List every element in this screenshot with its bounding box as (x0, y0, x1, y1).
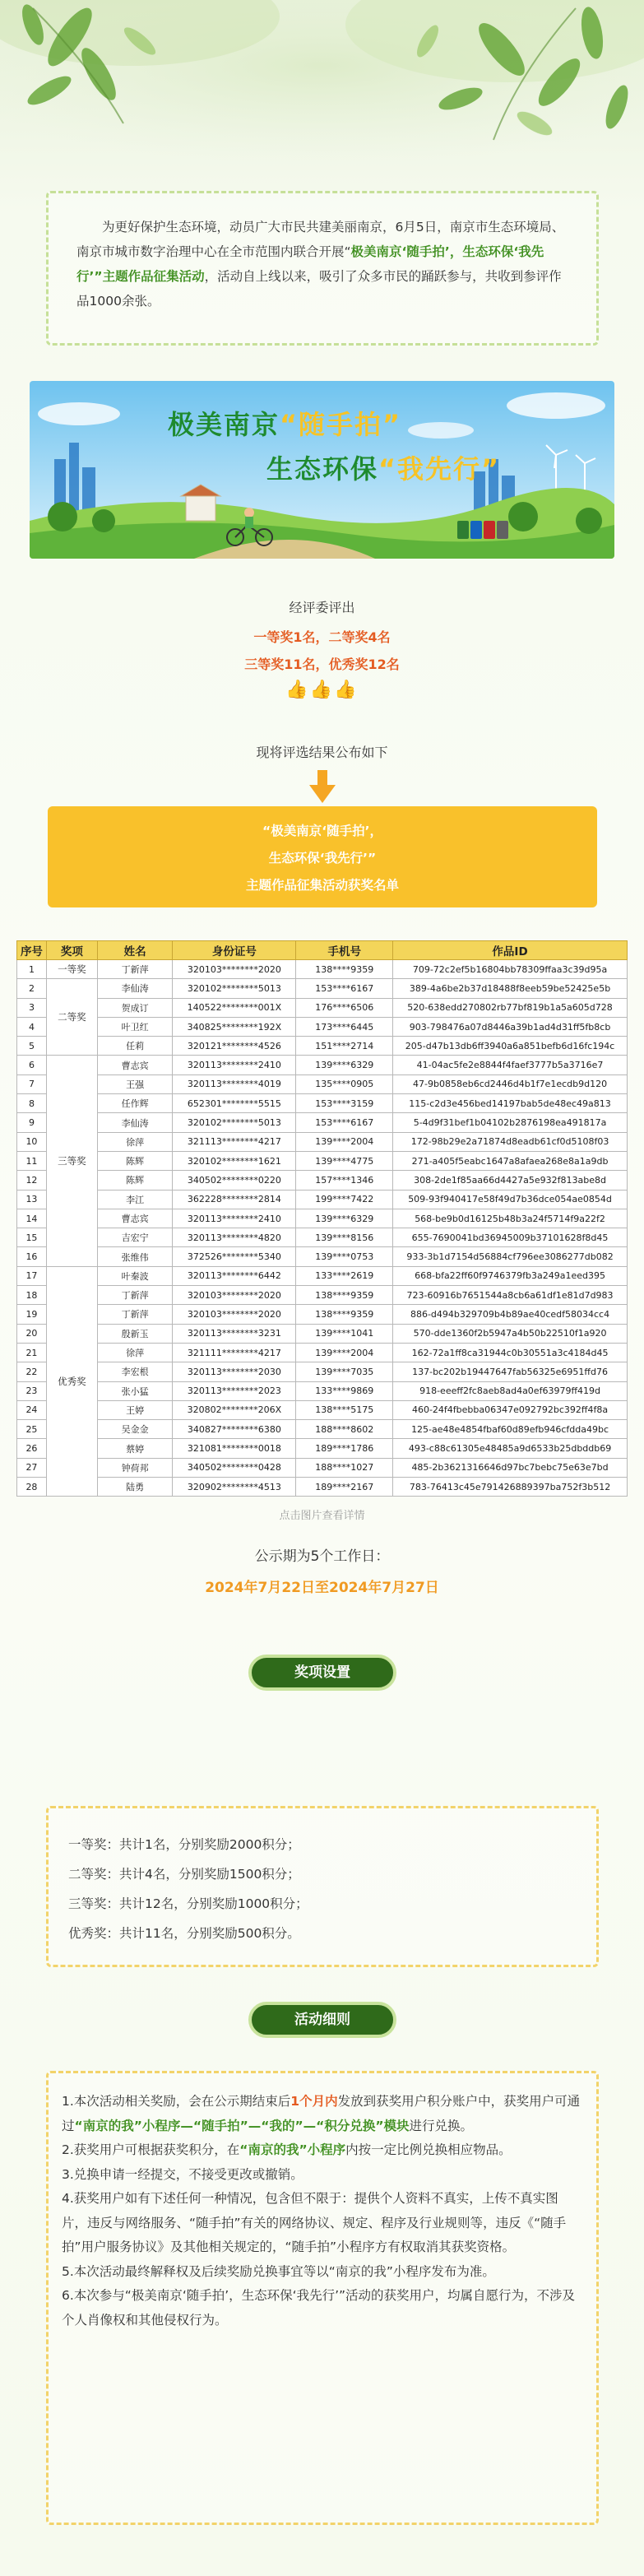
cell-id-number: 320121********4526 (173, 1037, 296, 1056)
cell-id-number: 321081********0018 (173, 1439, 296, 1458)
thumbs-up-icon: 👍👍👍 (285, 680, 359, 700)
cell-id-number: 320103********2020 (173, 960, 296, 979)
header-index: 序号 (17, 941, 47, 960)
cell-index: 25 (17, 1420, 47, 1439)
cell-index: 27 (17, 1458, 47, 1477)
winners-table-body (17, 960, 628, 1497)
table-row (17, 1209, 628, 1228)
cell-index: 28 (17, 1478, 47, 1497)
table-row (17, 1171, 628, 1190)
header-work-id: 作品ID (393, 941, 628, 960)
cell-id-number: 320113********3231 (173, 1324, 296, 1343)
cell-work-id: 933-3b1d7154d56884cf796ee3086277db082 (393, 1247, 628, 1266)
cell-id-number: 321113********4217 (173, 1132, 296, 1151)
prize-item-4: 优秀奖：共计11名，分别奖励500积分。 (68, 1926, 300, 1941)
table-header-row (17, 941, 628, 960)
cell-work-id: 570-dde1360f2b5947a4b50b22510f1a920 (393, 1324, 628, 1343)
cell-work-id: 783-76413c45e791426889397ba752f3b512 (393, 1478, 628, 1497)
event-banner[interactable] (30, 381, 614, 559)
cell-phone: 138****9359 (296, 960, 393, 979)
cell-index: 21 (17, 1343, 47, 1362)
cell-work-id: 509-93f940417e58f49d7b36dce054ae0854d (393, 1190, 628, 1209)
cell-phone: 133****2619 (296, 1266, 393, 1285)
cell-index: 26 (17, 1439, 47, 1458)
cell-award: 三等奖 (46, 1056, 97, 1266)
cell-index: 6 (17, 1056, 47, 1074)
rule-6: 6.本次参与“极美南京‘随手拍’，生态环保‘我先行’”活动的获奖用户，均属自愿行为，不涉及个人肖像权和其他侵权行为。 (62, 2288, 576, 2328)
cell-index: 15 (17, 1228, 47, 1247)
cell-name: 丁新萍 (97, 1286, 173, 1305)
cell-id-number: 321111********4217 (173, 1343, 296, 1362)
cell-id-number: 320802********206X (173, 1400, 296, 1419)
rules-box (46, 2071, 599, 2525)
cell-work-id: 47-9b0858eb6cd2446d4b1f7e1ecdb9d120 (393, 1074, 628, 1093)
cell-index: 24 (17, 1400, 47, 1419)
cell-name: 李宏根 (97, 1362, 173, 1381)
table-row (17, 1324, 628, 1343)
cell-work-id: 568-be9b0d16125b48b3a24f5714f9a22f2 (393, 1209, 628, 1228)
cell-phone: 199****7422 (296, 1190, 393, 1209)
cell-index: 19 (17, 1305, 47, 1324)
cell-phone: 153****6167 (296, 979, 393, 998)
cell-name: 陈辉 (97, 1171, 173, 1190)
cell-id-number: 340827********6380 (173, 1420, 296, 1439)
cell-phone: 189****1786 (296, 1439, 393, 1458)
cell-id-number: 362228********2814 (173, 1190, 296, 1209)
rule-1: 1.本次活动相关奖励，会在公示期结束后1个月内发放到获奖用户积分账户中，获奖用户可通过“南京的我”小程序—“随手拍”—“我的”—“积分兑换”模块进行兑换。 (62, 2094, 581, 2133)
header-id-number: 身份证号 (173, 941, 296, 960)
cell-index: 4 (17, 1017, 47, 1036)
cell-work-id: 115-c2d3e456bed14197bab5de48ec49a813 (393, 1094, 628, 1113)
arrow-down-icon (309, 770, 336, 803)
judging-line: 经评委评出 (289, 600, 355, 615)
cell-id-number: 320113********2410 (173, 1056, 296, 1074)
cell-work-id: 125-ae48e4854fbaf60d89efb946cfdda49bc (393, 1420, 628, 1439)
cell-work-id: 668-bfa22ff60f9746379fb3a249a1eed395 (393, 1266, 628, 1285)
cell-award: 优秀奖 (46, 1266, 97, 1497)
cell-phone: 139****8156 (296, 1228, 393, 1247)
winners-table[interactable] (16, 940, 628, 1497)
cell-id-number: 340825********192X (173, 1017, 296, 1036)
cell-name: 吉宏宁 (97, 1228, 173, 1247)
cell-id-number: 320102********1621 (173, 1151, 296, 1170)
table-row (17, 1478, 628, 1497)
announce-line: 现将评选结果公布如下 (256, 745, 388, 760)
cell-work-id: 886-d494b329709b4b89ae40cedf58034cc4 (393, 1305, 628, 1324)
cell-phone: 188****1027 (296, 1458, 393, 1477)
cell-index: 14 (17, 1209, 47, 1228)
cell-index: 13 (17, 1190, 47, 1209)
cell-phone: 139****6329 (296, 1056, 393, 1074)
cell-id-number: 320102********5013 (173, 1113, 296, 1132)
cell-name: 任莉 (97, 1037, 173, 1056)
title-box-line3: 主题作品征集活动获奖名单 (245, 878, 399, 893)
cell-index: 10 (17, 1132, 47, 1151)
cell-phone: 173****6445 (296, 1017, 393, 1036)
cell-name: 张维伟 (97, 1247, 173, 1266)
cell-index: 11 (17, 1151, 47, 1170)
cell-name: 王婷 (97, 1400, 173, 1419)
cell-index: 8 (17, 1094, 47, 1113)
cell-index: 5 (17, 1037, 47, 1056)
title-box (48, 806, 597, 907)
cell-id-number: 140522********001X (173, 998, 296, 1017)
cell-index: 16 (17, 1247, 47, 1266)
table-row (17, 1151, 628, 1170)
awards-line-2: 三等奖11名，优秀奖12名 (244, 657, 400, 672)
cell-name: 陈辉 (97, 1151, 173, 1170)
cell-work-id: 162-72a1ff8ca31944c0b30551a3c4184d45 (393, 1343, 628, 1362)
cell-work-id: 308-2de1f85aa66d4427a5e932f813abe8d (393, 1171, 628, 1190)
cell-phone: 188****8602 (296, 1420, 393, 1439)
cell-name: 贺成订 (97, 998, 173, 1017)
cell-phone: 153****3159 (296, 1094, 393, 1113)
cell-index: 2 (17, 979, 47, 998)
cell-name: 丁新萍 (97, 960, 173, 979)
cell-id-number: 320113********4820 (173, 1228, 296, 1247)
cell-phone: 138****9359 (296, 1305, 393, 1324)
table-row (17, 1400, 628, 1419)
table-row (17, 1074, 628, 1093)
cell-award: 一等奖 (46, 960, 97, 979)
cell-work-id: 709-72c2ef5b16804bb78309ffaa3c39d95a (393, 960, 628, 979)
cell-work-id: 918-eeeff2fc8aeb8ad4a0ef63979ff419d (393, 1381, 628, 1400)
table-row (17, 1420, 628, 1439)
cell-id-number: 320103********2020 (173, 1305, 296, 1324)
table-row (17, 1190, 628, 1209)
cell-work-id: 903-798476a07d8446a39b1ad4d31ff5fb8cb (393, 1017, 628, 1036)
cell-work-id: 389-4a6be2b37d18488f8eeb59be52425e5b (393, 979, 628, 998)
cell-work-id: 41-04ac5fe2e8844f4faef3777b5a3716e7 (393, 1056, 628, 1074)
header-award: 奖项 (46, 941, 97, 960)
title-box-line2: 生态环保‘我先行’” (268, 851, 377, 866)
rule-4: 4.获奖用户如有下述任何一种情况，包含但不限于：提供个人资料不真实，上传不真实图片，违反与网络服务、“随手拍”有关的网络协议、规定、程序及行业规则等，违反《“随手拍”用户服务协议》及其他相关规定的，“随手拍”小程序方有权取消其获奖资格。 (62, 2191, 567, 2254)
prizes-box (46, 1806, 599, 1967)
header-phone: 手机号 (296, 941, 393, 960)
intro-text: 为更好保护生态环境，动员广大市民共建美丽南京，6月5日，南京市生态环境局、南京市城市数字治理中心在全市范围内联合开展“极美南京‘随手拍’，生态环保‘我先行’”主题作品征集活动，活动自上线以来，吸引了众多市民的踊跃参与，共收到参评作品1000余张。 (76, 220, 565, 309)
cell-work-id: 655-7690041bd36945009b37101628f8d45 (393, 1228, 628, 1247)
table-row (17, 1037, 628, 1056)
cell-name: 徐萍 (97, 1132, 173, 1151)
cell-id-number: 320113********6442 (173, 1266, 296, 1285)
cell-award: 二等奖 (46, 979, 97, 1056)
cell-id-number: 320113********2410 (173, 1209, 296, 1228)
cell-phone: 139****2004 (296, 1132, 393, 1151)
prizes-title-pill: 奖项设置 (248, 1655, 396, 1691)
cell-phone: 153****6167 (296, 1113, 393, 1132)
cell-id-number: 372526********5340 (173, 1247, 296, 1266)
intro-highlight: 极美南京‘随手拍’，生态环保‘我先行’”主题作品征集活动 (76, 244, 544, 284)
cell-index: 18 (17, 1286, 47, 1305)
table-row (17, 1439, 628, 1458)
table-row (17, 1343, 628, 1362)
cell-id-number: 320113********4019 (173, 1074, 296, 1093)
cell-id-number: 340502********0428 (173, 1458, 296, 1477)
banner-title-line2: 生态环保“我先行” (266, 453, 501, 485)
table-row (17, 1458, 628, 1477)
cell-name: 陆勇 (97, 1478, 173, 1497)
cell-name: 钟荷邦 (97, 1458, 173, 1477)
table-row (17, 1305, 628, 1324)
cell-id-number: 320902********4513 (173, 1478, 296, 1497)
cell-id-number: 320102********5013 (173, 979, 296, 998)
cell-work-id: 172-98b29e2a71874d8eadb61cf0d5108f03 (393, 1132, 628, 1151)
table-row (17, 979, 628, 998)
cell-name: 李江 (97, 1190, 173, 1209)
cell-phone: 139****6329 (296, 1209, 393, 1228)
cell-name: 曹志宾 (97, 1056, 173, 1074)
cell-work-id: 137-bc202b19447647fab56325e6951ffd76 (393, 1362, 628, 1381)
cell-phone: 151****2714 (296, 1037, 393, 1056)
cell-id-number: 652301********5515 (173, 1094, 296, 1113)
cell-name: 李仙涛 (97, 979, 173, 998)
table-row (17, 1266, 628, 1285)
cell-work-id: 205-d47b13db6ff3940a6a851befb6d16fc194c (393, 1037, 628, 1056)
table-row (17, 1381, 628, 1400)
cell-name: 曹志宾 (97, 1209, 173, 1228)
cell-phone: 176****6506 (296, 998, 393, 1017)
cell-name: 吴金金 (97, 1420, 173, 1439)
cell-phone: 133****9869 (296, 1381, 393, 1400)
cell-name: 叶秦波 (97, 1266, 173, 1285)
cell-work-id: 485-2b3621316646d97bc7bebc75e63e7bd (393, 1458, 628, 1477)
table-row (17, 960, 628, 979)
table-row (17, 1247, 628, 1266)
cell-phone: 157****1346 (296, 1171, 393, 1190)
table-row (17, 1362, 628, 1381)
banner-title-line1: 极美南京“随手拍” (168, 409, 402, 440)
prize-item-3: 三等奖：共计12名，分别奖励1000积分； (68, 1896, 308, 1911)
leaf-decoration (0, 0, 644, 165)
cell-work-id: 493-c88c61305e48485a9d6533b25dbddb69 (393, 1439, 628, 1458)
cell-index: 12 (17, 1171, 47, 1190)
prize-item-1: 一等奖：共计1名，分别奖励2000积分； (68, 1837, 300, 1852)
cell-work-id: 723-60916b7651544a8cb6a61df1e81d7d983 (393, 1286, 628, 1305)
cell-id-number: 340502********0220 (173, 1171, 296, 1190)
title-box-line1: “极美南京‘随手拍’， (262, 824, 382, 838)
cell-work-id: 520-638edd270802rb77bf819b1a5a605d728 (393, 998, 628, 1017)
table-row (17, 1132, 628, 1151)
table-row (17, 1113, 628, 1132)
intro-box (46, 191, 599, 346)
cell-phone: 139****0753 (296, 1247, 393, 1266)
table-row (17, 1017, 628, 1036)
rule-2: 2.获奖用户可根据获奖积分，在“南京的我”小程序内按一定比例兑换相应物品。 (62, 2142, 512, 2157)
publicity-line: 公示期为5个工作日： (254, 1548, 390, 1565)
cell-name: 张小猛 (97, 1381, 173, 1400)
cell-phone: 139****4775 (296, 1151, 393, 1170)
table-row (17, 1286, 628, 1305)
cell-phone: 189****2167 (296, 1478, 393, 1497)
cell-index: 9 (17, 1113, 47, 1132)
cell-name: 蔡婷 (97, 1439, 173, 1458)
cell-name: 叶卫红 (97, 1017, 173, 1036)
cell-phone: 139****1041 (296, 1324, 393, 1343)
cell-index: 3 (17, 998, 47, 1017)
cell-index: 22 (17, 1362, 47, 1381)
cell-work-id: 5-4d9f31bef1b04102b2876198ea491817a (393, 1113, 628, 1132)
publicity-dates: 2024年7月22日至2024年7月27日 (205, 1580, 439, 1596)
image-caption: 点击图片查看详情 (279, 1510, 365, 1522)
header-name: 姓名 (97, 941, 173, 960)
cell-name: 殷新玉 (97, 1324, 173, 1343)
rule-5: 5.本次活动最终解释权及后续奖励兑换事宜等以“南京的我”小程序发布为准。 (62, 2263, 495, 2279)
cell-index: 17 (17, 1266, 47, 1285)
cell-id-number: 320113********2030 (173, 1362, 296, 1381)
cell-id-number: 320113********2023 (173, 1381, 296, 1400)
table-row (17, 998, 628, 1017)
cell-name: 王强 (97, 1074, 173, 1093)
cell-phone: 139****7035 (296, 1362, 393, 1381)
table-row (17, 1094, 628, 1113)
cell-phone: 138****9359 (296, 1286, 393, 1305)
cell-index: 20 (17, 1324, 47, 1343)
cell-index: 23 (17, 1381, 47, 1400)
cell-work-id: 271-a405f5eabc1647a8afaea268e8a1a9db (393, 1151, 628, 1170)
cell-index: 1 (17, 960, 47, 979)
cell-phone: 138****5175 (296, 1400, 393, 1419)
cell-name: 徐萍 (97, 1343, 173, 1362)
rules-title-pill: 活动细则 (248, 2002, 396, 2038)
cell-phone: 135****0905 (296, 1074, 393, 1093)
cell-phone: 139****2004 (296, 1343, 393, 1362)
cell-name: 李仙涛 (97, 1113, 173, 1132)
awards-line-1: 一等奖1名，二等奖4名 (253, 629, 391, 645)
table-row (17, 1228, 628, 1247)
cell-name: 任作辉 (97, 1094, 173, 1113)
cell-work-id: 460-24f4fbebba06347e092792bc392ff4f8a (393, 1400, 628, 1419)
cell-name: 丁新萍 (97, 1305, 173, 1324)
cell-index: 7 (17, 1074, 47, 1093)
table-row (17, 1056, 628, 1074)
cell-id-number: 320103********2020 (173, 1286, 296, 1305)
prize-item-2: 二等奖：共计4名，分别奖励1500积分； (68, 1867, 300, 1882)
rule-3: 3.兑换申请一经提交，不接受更改或撤销。 (62, 2166, 303, 2182)
